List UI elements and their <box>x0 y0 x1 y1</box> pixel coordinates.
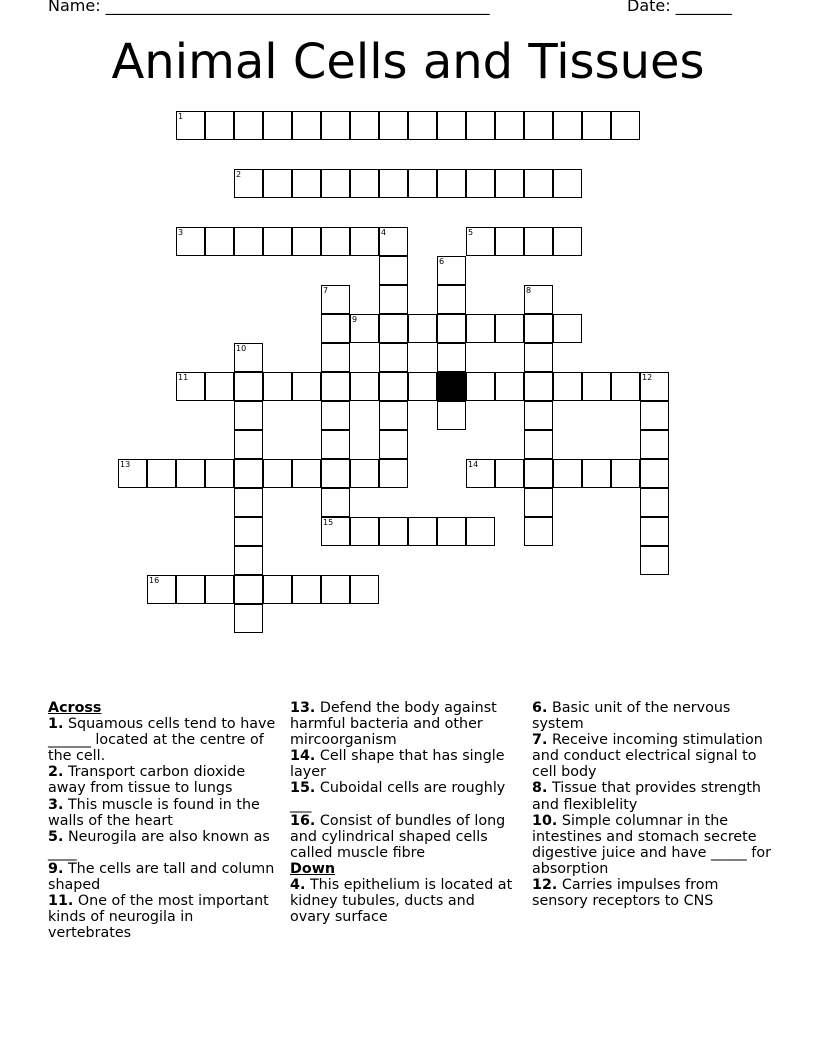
down-clue <box>532 877 772 909</box>
grid-cell[interactable] <box>321 401 350 430</box>
grid-cell[interactable] <box>350 575 379 604</box>
grid-cell[interactable] <box>263 227 292 256</box>
grid-cell[interactable] <box>205 227 234 256</box>
grid-cell[interactable] <box>553 372 582 401</box>
across-clue <box>48 764 278 796</box>
clue-number: 1. <box>48 716 64 733</box>
grid-cell[interactable] <box>350 111 379 140</box>
grid-cell[interactable] <box>321 488 350 517</box>
grid-cell[interactable] <box>118 459 147 488</box>
grid-cell[interactable] <box>205 575 234 604</box>
clue-number: 7. <box>532 732 548 749</box>
grid-cell[interactable] <box>263 459 292 488</box>
grid-cell[interactable] <box>234 401 263 430</box>
grid-cell[interactable] <box>408 517 437 546</box>
grid-cell[interactable] <box>379 227 408 256</box>
grid-cell[interactable] <box>524 285 553 314</box>
grid-cell[interactable] <box>466 111 495 140</box>
clues-column-1 <box>48 700 278 941</box>
grid-cell[interactable] <box>234 575 263 604</box>
grid-cell[interactable] <box>176 575 205 604</box>
grid-cell[interactable] <box>495 227 524 256</box>
clue-number: 15. <box>290 780 316 797</box>
grid-cell[interactable] <box>350 372 379 401</box>
clue-number: 12. <box>532 877 558 894</box>
grid-cell[interactable] <box>147 575 176 604</box>
grid-cell[interactable] <box>350 459 379 488</box>
clue-number-label: 13 <box>120 460 131 469</box>
grid-cell[interactable] <box>234 430 263 459</box>
grid-cell[interactable] <box>379 430 408 459</box>
grid-cell[interactable] <box>640 517 669 546</box>
grid-cell[interactable] <box>205 372 234 401</box>
clue-number: 3. <box>48 796 64 813</box>
grid-cell[interactable] <box>524 227 553 256</box>
clue-number: 4. <box>290 877 306 894</box>
grid-cell[interactable] <box>234 111 263 140</box>
clue-text: Receive incoming stimulation and conduct electrical signal to cell body <box>532 732 763 781</box>
grid-cell[interactable] <box>292 372 321 401</box>
clue-number: 5. <box>48 828 64 845</box>
clues-column-3 <box>532 700 772 909</box>
down-clue <box>532 813 772 877</box>
down-clue <box>290 877 518 925</box>
grid-cell[interactable] <box>263 372 292 401</box>
clue-number-label: 2 <box>236 170 242 179</box>
across-heading: Across <box>48 700 102 716</box>
grid-cell[interactable] <box>234 459 263 488</box>
grid-cell[interactable] <box>321 314 350 343</box>
grid-cell[interactable] <box>582 372 611 401</box>
grid-cell[interactable] <box>321 169 350 198</box>
clue-number: 9. <box>48 860 64 877</box>
clue-number-label: 5 <box>468 228 474 237</box>
clue-number: 16. <box>290 812 316 829</box>
grid-cell[interactable] <box>176 459 205 488</box>
grid-cell[interactable] <box>466 169 495 198</box>
grid-cell[interactable] <box>553 227 582 256</box>
grid-cell[interactable] <box>379 372 408 401</box>
grid-cell[interactable] <box>640 488 669 517</box>
grid-cell[interactable] <box>582 459 611 488</box>
grid-cell[interactable] <box>263 111 292 140</box>
grid-cell[interactable] <box>321 285 350 314</box>
clue-number-label: 4 <box>381 228 387 237</box>
grid-cell[interactable] <box>640 459 669 488</box>
clue-number-label: 3 <box>178 228 184 237</box>
clue-number-label: 15 <box>323 518 334 527</box>
clue-text: One of the most important kinds of neurogila in vertebrates <box>48 893 269 942</box>
clue-number: 10. <box>532 812 558 829</box>
grid-cell[interactable] <box>524 430 553 459</box>
grid-cell[interactable] <box>437 314 466 343</box>
clue-number-label: 14 <box>468 460 479 469</box>
clue-text: Cuboidal cells are roughly ___ <box>290 780 506 813</box>
across-clue <box>48 797 278 829</box>
grid-cell[interactable] <box>437 343 466 372</box>
grid-cell[interactable] <box>176 227 205 256</box>
grid-cell[interactable] <box>524 314 553 343</box>
grid-cell[interactable] <box>350 169 379 198</box>
grid-cell[interactable] <box>437 111 466 140</box>
clue-number-label: 9 <box>352 315 358 324</box>
grid-cell[interactable] <box>466 372 495 401</box>
clue-text: Carries impulses from sensory receptors to CNS <box>532 877 719 910</box>
clue-number: 11. <box>48 893 74 910</box>
grid-cell[interactable] <box>408 169 437 198</box>
grid-cell[interactable] <box>321 517 350 546</box>
grid-cell[interactable] <box>582 111 611 140</box>
clue-number-label: 7 <box>323 286 329 295</box>
clue-text: Squamous cells tend to have ______ located at the centre of the cell. <box>48 716 276 765</box>
grid-cell[interactable] <box>321 430 350 459</box>
grid-cell[interactable] <box>176 111 205 140</box>
grid-cell[interactable] <box>176 372 205 401</box>
down-clue <box>532 732 772 780</box>
grid-cell[interactable] <box>263 575 292 604</box>
clue-text: Consist of bundles of long and cylindrical shaped cells called muscle fibre <box>290 812 506 861</box>
grid-cell[interactable] <box>234 169 263 198</box>
down-clue <box>532 700 772 732</box>
clue-number-label: 12 <box>642 373 653 382</box>
clue-text: This muscle is found in the walls of the heart <box>48 796 260 829</box>
across-clue <box>290 813 518 861</box>
grid-cell[interactable] <box>379 111 408 140</box>
grid-cell[interactable] <box>611 372 640 401</box>
grid-cell[interactable] <box>495 169 524 198</box>
grid-cell[interactable] <box>321 575 350 604</box>
grid-cell[interactable] <box>234 546 263 575</box>
grid-cell[interactable] <box>524 343 553 372</box>
grid-cell[interactable] <box>379 314 408 343</box>
grid-cell[interactable] <box>524 111 553 140</box>
grid-cell[interactable] <box>495 459 524 488</box>
grid-cell[interactable] <box>321 459 350 488</box>
across-clue <box>48 893 278 941</box>
grid-cell[interactable] <box>379 459 408 488</box>
date-field-label: Date: _______ <box>627 0 732 15</box>
across-clue <box>290 700 518 748</box>
clue-number-label: 1 <box>178 112 184 121</box>
grid-cell[interactable] <box>292 575 321 604</box>
grid-cell[interactable] <box>495 372 524 401</box>
grid-cell[interactable] <box>292 111 321 140</box>
grid-cell[interactable] <box>524 459 553 488</box>
clue-number-label: 6 <box>439 257 445 266</box>
clue-text: This epithelium is located at kidney tubules, ducts and ovary surface <box>290 877 513 926</box>
grid-cell[interactable] <box>321 227 350 256</box>
grid-cell[interactable] <box>466 517 495 546</box>
grid-cell[interactable] <box>437 256 466 285</box>
grid-cell[interactable] <box>466 227 495 256</box>
grid-cell[interactable] <box>466 459 495 488</box>
down-clue <box>532 780 772 812</box>
grid-cell[interactable] <box>553 459 582 488</box>
clue-number: 14. <box>290 748 316 765</box>
clue-number-label: 10 <box>236 344 247 353</box>
grid-cell[interactable] <box>292 459 321 488</box>
grid-cell[interactable] <box>350 314 379 343</box>
grid-cell[interactable] <box>379 343 408 372</box>
across-clue <box>48 861 278 893</box>
clue-number: 2. <box>48 764 64 781</box>
clue-number-label: 16 <box>149 576 160 585</box>
grid-cell[interactable] <box>437 285 466 314</box>
grid-cell[interactable] <box>640 401 669 430</box>
grid-cell[interactable] <box>611 459 640 488</box>
grid-cell[interactable] <box>466 314 495 343</box>
grid-cell[interactable] <box>234 372 263 401</box>
grid-cell[interactable] <box>205 459 234 488</box>
grid-cell[interactable] <box>553 169 582 198</box>
grid-cell[interactable] <box>495 314 524 343</box>
grid-cell[interactable] <box>524 517 553 546</box>
grid-cell[interactable] <box>379 285 408 314</box>
clue-number: 8. <box>532 780 548 797</box>
page-title: Animal Cells and Tissues <box>111 34 705 90</box>
clue-text: Tissue that provides strength and flexiblelity <box>532 780 761 813</box>
name-field-label: Name: ________________________________________________ <box>48 0 490 15</box>
clue-number-label: 11 <box>178 373 189 382</box>
grid-cell[interactable] <box>495 111 524 140</box>
grid-cell[interactable] <box>611 111 640 140</box>
clue-text: Neurogila are also known as ____ <box>48 828 270 861</box>
clue-text: Basic unit of the nervous system <box>532 700 731 733</box>
grid-cell[interactable] <box>524 488 553 517</box>
grid-cell[interactable] <box>379 169 408 198</box>
grid-cell[interactable] <box>321 111 350 140</box>
grid-cell[interactable] <box>437 401 466 430</box>
grid-cell[interactable] <box>234 488 263 517</box>
grid-cell[interactable] <box>263 169 292 198</box>
grid-cell[interactable] <box>321 343 350 372</box>
grid-cell[interactable] <box>524 401 553 430</box>
clue-text: Defend the body against harmful bacteria and other mircoorganism <box>290 700 497 749</box>
clue-text: The cells are tall and column shaped <box>48 860 275 894</box>
across-clue <box>290 748 518 780</box>
clue-text: Cell shape that has single layer <box>290 748 505 781</box>
grid-cell[interactable] <box>321 372 350 401</box>
clue-text: Simple columnar in the intestines and stomach secrete digestive juice and have _____ for absorption <box>532 812 771 877</box>
clue-text: Transport carbon dioxide away from tissue to lungs <box>48 764 246 797</box>
grid-cell[interactable] <box>350 227 379 256</box>
grid-cell[interactable] <box>437 169 466 198</box>
grid-cell[interactable] <box>408 314 437 343</box>
grid-cell[interactable] <box>147 459 176 488</box>
grid-cell[interactable] <box>292 169 321 198</box>
grid-cell[interactable] <box>408 372 437 401</box>
grid-cell[interactable] <box>640 430 669 459</box>
grid-cell[interactable] <box>640 546 669 575</box>
across-clue <box>48 829 278 861</box>
clue-number-label: 8 <box>526 286 532 295</box>
grid-cell[interactable] <box>292 227 321 256</box>
across-clue <box>48 716 278 764</box>
grid-cell[interactable] <box>379 401 408 430</box>
down-heading: Down <box>290 860 336 877</box>
grid-cell[interactable] <box>437 517 466 546</box>
grid-cell[interactable] <box>553 111 582 140</box>
across-clue <box>290 780 518 812</box>
grid-cell[interactable] <box>234 227 263 256</box>
grid-cell[interactable] <box>234 604 263 633</box>
grid-cell[interactable] <box>205 111 234 140</box>
grid-cell[interactable] <box>640 372 669 401</box>
grid-cell[interactable] <box>234 343 263 372</box>
clue-number: 6. <box>532 700 548 716</box>
grid-cell[interactable] <box>234 517 263 546</box>
grid-cell[interactable] <box>524 169 553 198</box>
grid-cell[interactable] <box>553 314 582 343</box>
clue-number: 13. <box>290 700 316 716</box>
grid-cell[interactable] <box>350 517 379 546</box>
grid-cell[interactable] <box>408 111 437 140</box>
grid-cell[interactable] <box>379 256 408 285</box>
grid-cell[interactable] <box>524 372 553 401</box>
grid-cell[interactable] <box>379 517 408 546</box>
clues-column-2 <box>290 700 518 925</box>
blocked-cell <box>437 372 466 401</box>
